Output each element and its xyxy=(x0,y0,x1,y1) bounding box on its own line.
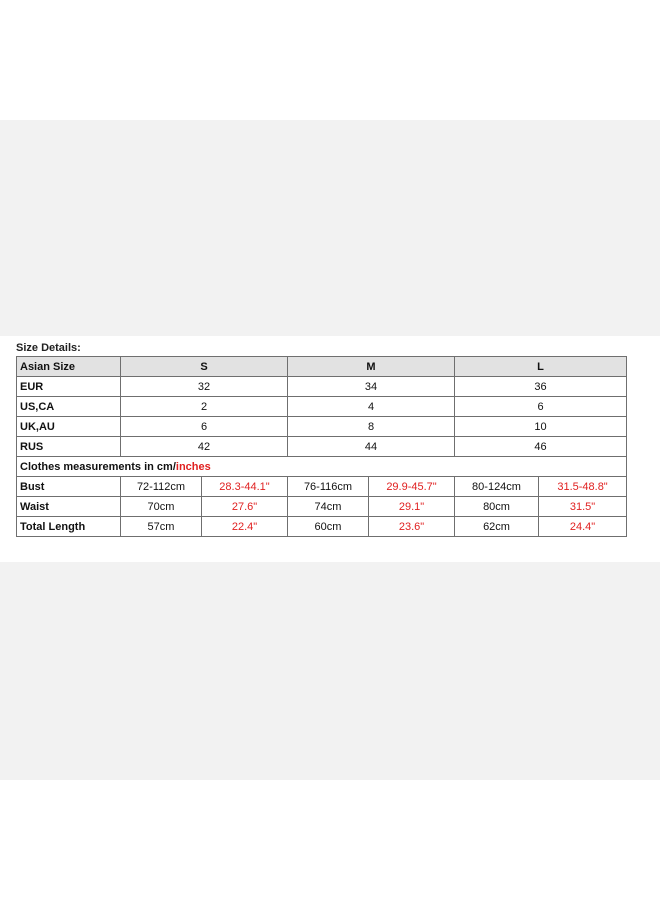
table-cell-inch: 22.4" xyxy=(202,517,288,537)
table-row-eur xyxy=(17,377,627,397)
table-cell-inch: 31.5-48.8" xyxy=(539,477,627,497)
row-label: Total Length xyxy=(17,517,121,537)
table-cell: 32 xyxy=(121,377,288,397)
table-cell: 10 xyxy=(455,417,627,437)
size-chart-table xyxy=(16,356,627,537)
table-cell-cm: 62cm xyxy=(455,517,539,537)
measurements-title-row xyxy=(17,457,627,477)
measurements-title-inches: inches xyxy=(175,460,211,473)
table-row-uk-au xyxy=(17,417,627,437)
table-cell-cm: 60cm xyxy=(288,517,369,537)
measurements-title-prefix: Clothes measurements in cm/ xyxy=(20,460,176,473)
table-row-bust xyxy=(17,477,627,497)
header-row xyxy=(17,357,627,377)
table-cell-cm: 70cm xyxy=(121,497,202,517)
table-cell-inch: 24.4" xyxy=(539,517,627,537)
table-cell: 6 xyxy=(121,417,288,437)
table-row-waist xyxy=(17,497,627,517)
table-row-us-ca xyxy=(17,397,627,417)
table-cell-inch: 31.5" xyxy=(539,497,627,517)
row-label: US,CA xyxy=(17,397,121,417)
size-details-panel xyxy=(0,336,660,562)
row-label: EUR xyxy=(17,377,121,397)
table-cell-cm: 76-116cm xyxy=(288,477,369,497)
table-cell: 44 xyxy=(288,437,455,457)
row-label: UK,AU xyxy=(17,417,121,437)
row-label: Waist xyxy=(17,497,121,517)
row-label: RUS xyxy=(17,437,121,457)
table-cell-cm: 72-112cm xyxy=(121,477,202,497)
size-details-heading: Size Details: xyxy=(16,342,81,354)
row-label: Bust xyxy=(17,477,121,497)
size-s-header: S xyxy=(121,357,288,377)
table-row-rus xyxy=(17,437,627,457)
size-m-header: M xyxy=(288,357,455,377)
table-cell: 8 xyxy=(288,417,455,437)
table-cell-inch: 29.1" xyxy=(369,497,455,517)
measurements-title xyxy=(17,457,627,477)
table-cell-inch: 27.6" xyxy=(202,497,288,517)
table-cell-cm: 80-124cm xyxy=(455,477,539,497)
table-cell: 34 xyxy=(288,377,455,397)
table-cell-inch: 28.3-44.1" xyxy=(202,477,288,497)
table-cell: 42 xyxy=(121,437,288,457)
table-cell: 6 xyxy=(455,397,627,417)
table-cell-cm: 80cm xyxy=(455,497,539,517)
table-cell-cm: 57cm xyxy=(121,517,202,537)
table-cell-inch: 29.9-45.7" xyxy=(369,477,455,497)
table-cell-cm: 74cm xyxy=(288,497,369,517)
header-label: Asian Size xyxy=(17,357,121,377)
top-gray-band xyxy=(0,120,660,336)
table-cell: 2 xyxy=(121,397,288,417)
table-row-total-length xyxy=(17,517,627,537)
table-cell-inch: 23.6" xyxy=(369,517,455,537)
table-cell: 4 xyxy=(288,397,455,417)
table-cell: 46 xyxy=(455,437,627,457)
table-cell: 36 xyxy=(455,377,627,397)
size-l-header: L xyxy=(455,357,627,377)
bottom-gray-band xyxy=(0,562,660,780)
